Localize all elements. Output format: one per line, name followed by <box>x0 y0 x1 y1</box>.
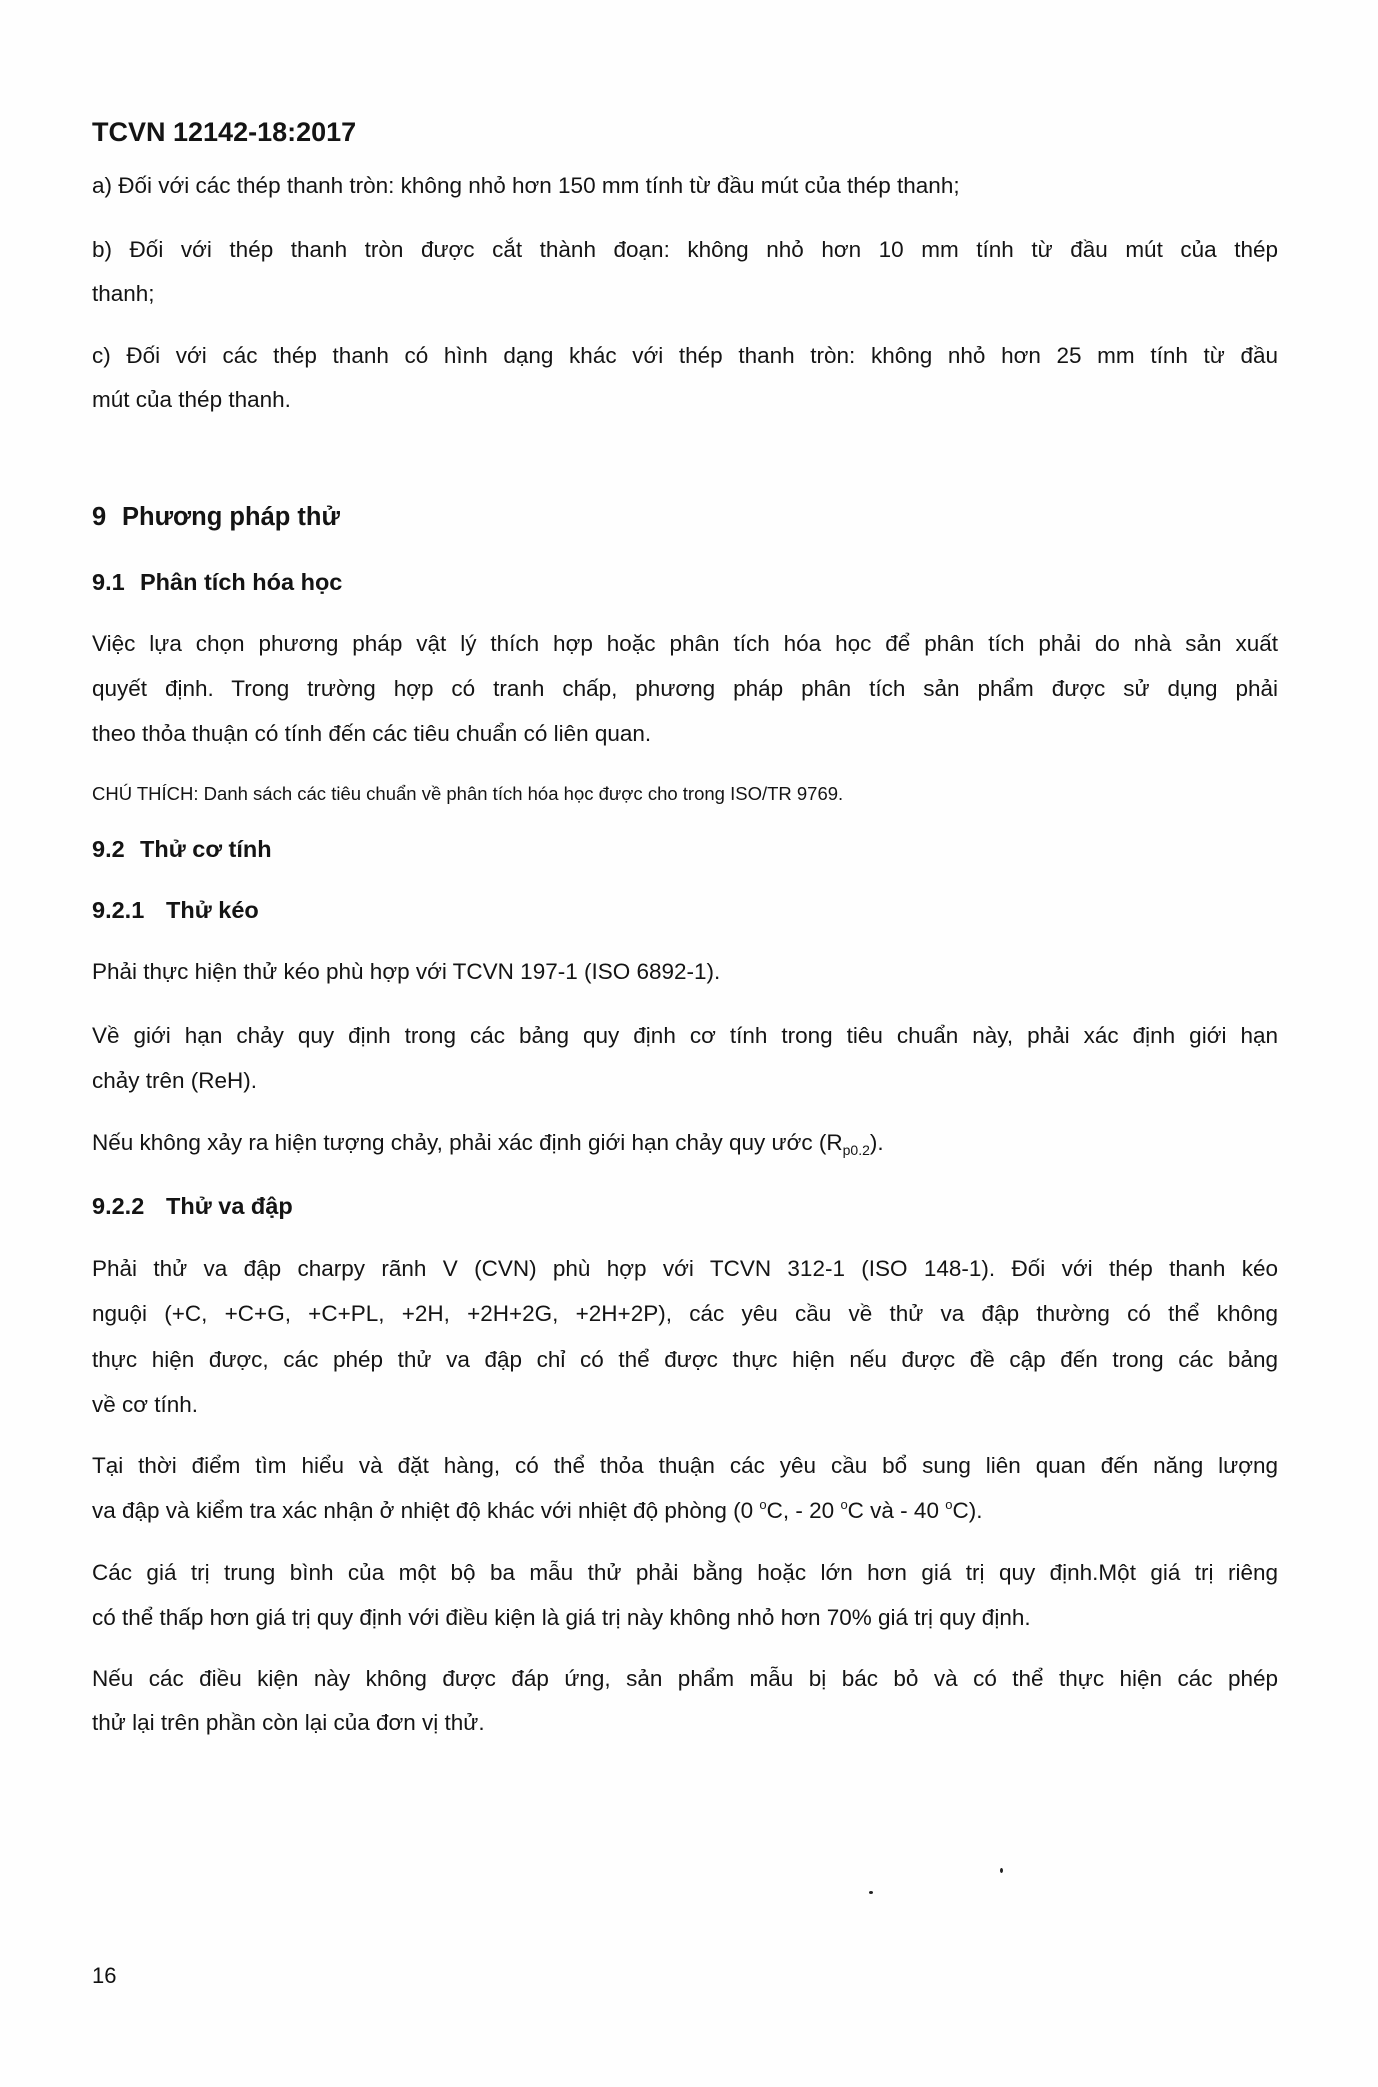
text-run: C, - 20 <box>766 1498 841 1523</box>
degree-mark: o <box>945 1497 953 1512</box>
section-9-1-heading <box>92 568 342 596</box>
scan-speck <box>1000 1868 1003 1873</box>
section-title: Thử kéo <box>166 897 259 923</box>
section-title: Thử va đập <box>166 1193 293 1219</box>
list-item-a: a) Đối với các thép thanh tròn: không nhỏ hơn 150 mm tính từ đầu mút của thép thanh; <box>92 173 960 198</box>
s91-note: CHÚ THÍCH: Danh sách các tiêu chuẩn về phân tích hóa học được cho trong ISO/TR 9769. <box>92 783 844 804</box>
s922-para1-line2: nguội (+C, +C+G, +C+PL, +2H, +2H+2G, +2H+2P), các yêu cầu về thử va đập thường có thể không <box>92 1301 1278 1326</box>
section-number: 9 <box>92 503 107 531</box>
section-title: Phân tích hóa học <box>140 569 343 595</box>
s922-para2-line2 <box>92 1497 982 1525</box>
s921-para1: Phải thực hiện thử kéo phù hợp với TCVN 197-1 (ISO 6892-1). <box>92 959 721 984</box>
section-9-2-heading <box>92 835 272 863</box>
s922-para1-line1: Phải thử va đập charpy rãnh V (CVN) phù hợp với TCVN 312-1 (ISO 148-1). Đối với thép thanh kéo <box>92 1256 1278 1281</box>
s91-para-line2: quyết định. Trong trường hợp có tranh chấp, phương pháp phân tích sản phẩm được sử dụng phải <box>92 676 1278 701</box>
list-item-c-line1: c) Đối với các thép thanh có hình dạng khác với thép thanh tròn: không nhỏ hơn 25 mm tính từ đầu <box>92 343 1278 368</box>
rp02-subscript: p0.2 <box>842 1142 870 1158</box>
s922-para4-line2: thử lại trên phần còn lại của đơn vị thử. <box>92 1710 485 1735</box>
page-number: 16 <box>92 1963 117 1988</box>
s91-para-line1: Việc lựa chọn phương pháp vật lý thích hợp hoặc phân tích hóa học để phân tích phải do nhà sản xuất <box>92 631 1278 656</box>
s921-para3-text: Nếu không xảy ra hiện tượng chảy, phải xác định giới hạn chảy quy ước (R <box>92 1130 843 1155</box>
list-item-b-line1: b) Đối với thép thanh tròn được cắt thành đoạn: không nhỏ hơn 10 mm tính từ đầu mút của thép <box>92 237 1278 262</box>
s921-para3 <box>92 1129 884 1157</box>
s921-para2-line1: Về giới hạn chảy quy định trong các bảng quy định cơ tính trong tiêu chuẩn này, phải xác định giới hạn <box>92 1023 1278 1048</box>
s922-para2-line1: Tại thời điểm tìm hiểu và đặt hàng, có thể thỏa thuận các yêu cầu bổ sung liên quan đến năng lượng <box>92 1453 1278 1478</box>
s922-para3-line1: Các giá trị trung bình của một bộ ba mẫu thử phải bằng hoặc lớn hơn giá trị quy định.Một giá trị riêng <box>92 1560 1278 1585</box>
section-number: 9.1 <box>92 569 125 595</box>
s91-para-line3: theo thỏa thuận có tính đến các tiêu chuẩn có liên quan. <box>92 721 652 746</box>
section-title: Phương pháp thử <box>122 503 340 531</box>
section-number: 9.2.2 <box>92 1193 145 1219</box>
section-title: Thử cơ tính <box>140 836 272 862</box>
section-9-2-2-heading <box>92 1192 293 1220</box>
s922-para3-line2: có thể thấp hơn giá trị quy định với điều kiện là giá trị này không nhỏ hơn 70% giá trị quy định. <box>92 1605 1031 1630</box>
s921-para2-line2: chảy trên (ReH). <box>92 1068 258 1093</box>
scan-speck <box>869 1891 873 1894</box>
s921-para3-end: ). <box>869 1130 884 1155</box>
standard-header: TCVN 12142-18:2017 <box>92 117 357 147</box>
text-run: C và - 40 <box>847 1498 946 1523</box>
section-number: 9.2.1 <box>92 897 145 923</box>
text-run: C). <box>952 1498 983 1523</box>
degree-mark: o <box>840 1497 848 1512</box>
s922-para4-line1: Nếu các điều kiện này không được đáp ứng, sản phẩm mẫu bị bác bỏ và có thể thực hiện các phép <box>92 1666 1278 1691</box>
s922-para1-line4: về cơ tính. <box>92 1392 199 1417</box>
section-number: 9.2 <box>92 836 125 862</box>
degree-mark: o <box>759 1497 767 1512</box>
section-9-2-1-heading <box>92 896 259 924</box>
list-item-b-line2: thanh; <box>92 281 155 306</box>
s922-para1-line3: thực hiện được, các phép thử va đập chỉ có thể được thực hiện nếu được đề cập đến trong các bảng <box>92 1347 1278 1372</box>
section-9-heading <box>92 503 340 531</box>
text-run: va đập và kiểm tra xác nhận ở nhiệt độ khác với nhiệt độ phòng (0 <box>92 1498 760 1523</box>
list-item-c-line2: mút của thép thanh. <box>92 387 291 412</box>
